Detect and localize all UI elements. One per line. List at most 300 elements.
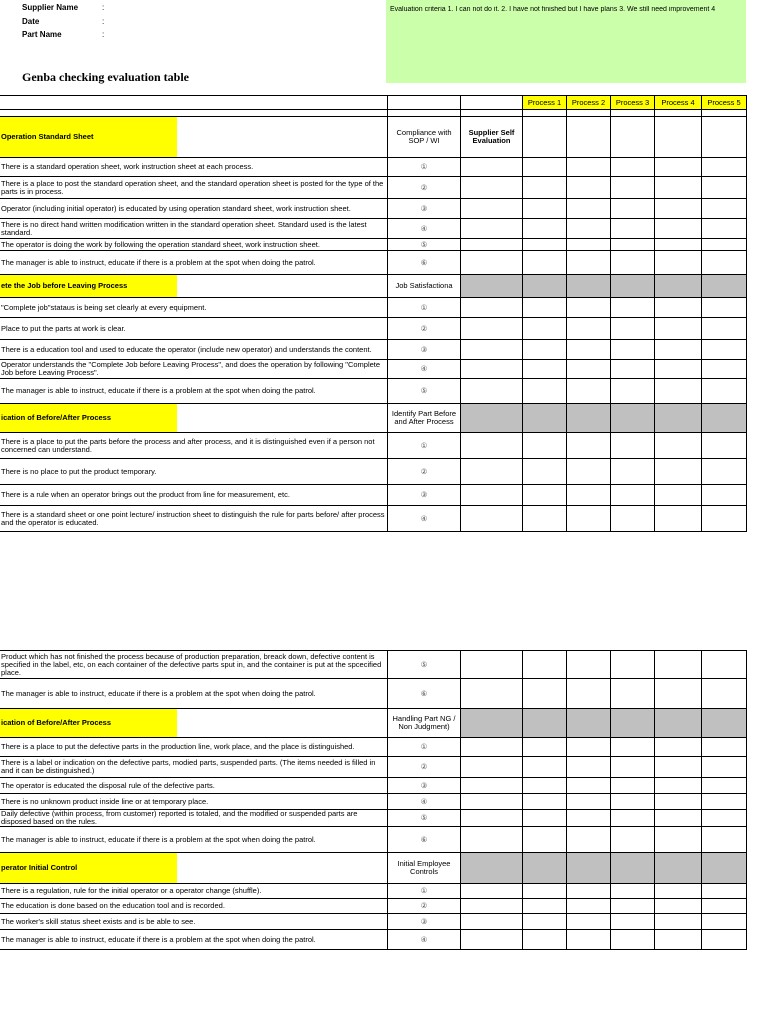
item-text: The education is done based on the education tool and is recorded. [0, 899, 388, 914]
table-row [0, 899, 747, 914]
process-cell[interactable] [655, 318, 702, 340]
process-cell[interactable] [702, 251, 747, 275]
process-cell[interactable] [655, 884, 702, 899]
process-cell[interactable] [523, 251, 567, 275]
process-cell[interactable] [523, 239, 567, 251]
process-cell[interactable] [461, 298, 523, 318]
item-number: ④ [388, 219, 461, 239]
process-cell[interactable] [702, 298, 747, 318]
evaluation-criteria-text: Evaluation criteria 1. I can not do it. 2. I have not finished but I have plans 3. We still need improvement 4 [390, 6, 716, 13]
process-cell[interactable] [611, 298, 655, 318]
process-cell[interactable] [702, 318, 747, 340]
process-cell[interactable] [611, 810, 655, 827]
process-cell[interactable] [523, 219, 567, 239]
evaluation-table-page2 [0, 650, 747, 950]
process-cell[interactable] [523, 485, 567, 506]
process-header-5: Process 5 [702, 96, 747, 110]
item-number: ② [388, 318, 461, 340]
process-cell[interactable] [702, 117, 747, 158]
process-cell[interactable] [461, 379, 523, 404]
process-cell[interactable] [655, 506, 702, 532]
process-cell[interactable] [611, 794, 655, 810]
process-cell[interactable] [702, 778, 747, 794]
blank-header [0, 96, 388, 110]
process-cell[interactable] [702, 459, 747, 485]
process-cell[interactable] [702, 853, 747, 884]
process-cell[interactable] [523, 318, 567, 340]
section-header-row [0, 853, 747, 884]
process-cell[interactable] [567, 459, 611, 485]
process-cell[interactable] [567, 738, 611, 757]
process-cell[interactable] [655, 199, 702, 219]
item-text: There is a place to post the standard operation sheet, and the standard operation sheet is posted for the type of the parts is in process. [0, 177, 388, 199]
table-row [0, 794, 747, 810]
process-cell[interactable] [567, 651, 611, 679]
table-row [0, 433, 747, 459]
supplier-name-label: Supplier Name [22, 3, 79, 12]
process-cell[interactable] [461, 757, 523, 778]
item-number: ③ [388, 340, 461, 360]
process-cell[interactable] [461, 219, 523, 239]
process-cell[interactable] [567, 757, 611, 778]
section-name-cell [0, 709, 388, 738]
process-cell[interactable] [523, 778, 567, 794]
process-cell[interactable] [567, 298, 611, 318]
process-cell[interactable] [655, 459, 702, 485]
item-text: There is no direct hand written modification written in the standard operation sheet. Standard used is the latest standard. [0, 219, 388, 239]
table-row [0, 158, 747, 177]
process-header-3: Process 3 [611, 96, 655, 110]
spacer-row [0, 110, 747, 117]
spacer-cell [611, 110, 655, 117]
process-cell[interactable] [655, 177, 702, 199]
process-cell[interactable] [655, 899, 702, 914]
table-row [0, 340, 747, 360]
process-cell[interactable] [702, 275, 747, 298]
process-cell[interactable] [702, 794, 747, 810]
process-cell[interactable] [461, 360, 523, 379]
process-cell[interactable] [523, 340, 567, 360]
process-cell[interactable] [523, 199, 567, 219]
item-text: Operator (including initial operator) is educated by using operation standard sheet, work instruction sheet. [0, 199, 388, 219]
process-cell[interactable] [523, 360, 567, 379]
spacer-cell [567, 110, 611, 117]
section-name: Operation Standard Sheet [0, 117, 177, 157]
item-text: The manager is able to instruct, educate if there is a problem at the spot when doing the patrol. [0, 930, 388, 950]
process-cell[interactable] [655, 827, 702, 853]
item-text: The worker's skill status sheet exists and is be able to see. [0, 914, 388, 930]
process-cell[interactable] [611, 177, 655, 199]
process-cell[interactable] [702, 433, 747, 459]
item-text: The manager is able to instruct, educate if there is a problem at the spot when doing the patrol. [0, 251, 388, 275]
process-cell[interactable] [611, 275, 655, 298]
process-cell[interactable] [611, 459, 655, 485]
item-text: The manager is able to instruct, educate if there is a problem at the spot when doing the patrol. [0, 379, 388, 404]
process-cell[interactable] [523, 794, 567, 810]
process-cell[interactable] [655, 433, 702, 459]
section-name: ete the Job before Leaving Process [0, 275, 177, 297]
section-name: perator Initial Control [0, 853, 177, 883]
process-cell[interactable] [655, 679, 702, 709]
process-cell[interactable] [461, 158, 523, 177]
process-cell[interactable] [611, 651, 655, 679]
process-cell[interactable] [611, 433, 655, 459]
process-cell[interactable] [461, 914, 523, 930]
process-cell[interactable] [567, 275, 611, 298]
process-cell[interactable] [567, 778, 611, 794]
process-cell[interactable] [523, 853, 567, 884]
section-name-cell [0, 404, 388, 433]
table-row [0, 651, 747, 679]
item-number: ② [388, 899, 461, 914]
process-header-1: Process 1 [523, 96, 567, 110]
process-cell[interactable] [655, 930, 702, 950]
process-cell[interactable] [567, 709, 611, 738]
date-label: Date [22, 17, 40, 26]
process-cell[interactable] [655, 651, 702, 679]
process-cell[interactable] [655, 340, 702, 360]
process-cell[interactable] [655, 738, 702, 757]
process-cell[interactable] [461, 679, 523, 709]
process-cell[interactable] [702, 679, 747, 709]
process-cell[interactable] [523, 158, 567, 177]
process-cell[interactable] [567, 899, 611, 914]
table-row [0, 884, 747, 899]
process-cell[interactable] [611, 827, 655, 853]
process-cell[interactable] [655, 485, 702, 506]
process-cell[interactable] [702, 485, 747, 506]
spacer-cell [461, 110, 523, 117]
process-cell[interactable] [702, 340, 747, 360]
process-cell[interactable] [702, 177, 747, 199]
process-cell[interactable] [523, 298, 567, 318]
process-cell[interactable] [655, 117, 702, 158]
process-cell[interactable] [702, 930, 747, 950]
section-name-cell [0, 117, 388, 158]
section-name-cell [0, 275, 388, 298]
process-cell[interactable] [567, 794, 611, 810]
process-cell[interactable] [523, 506, 567, 532]
section-criteria: Job Satisfactiona [388, 275, 461, 298]
process-cell[interactable] [567, 239, 611, 251]
process-cell[interactable] [567, 914, 611, 930]
process-cell[interactable] [523, 914, 567, 930]
process-cell[interactable] [611, 709, 655, 738]
process-cell[interactable] [567, 199, 611, 219]
process-cell[interactable] [655, 778, 702, 794]
section-criteria: Initial Employee Controls [388, 853, 461, 884]
process-cell[interactable] [461, 794, 523, 810]
process-cell[interactable] [461, 199, 523, 219]
process-cell[interactable] [702, 651, 747, 679]
process-cell[interactable] [702, 199, 747, 219]
process-cell[interactable] [655, 158, 702, 177]
process-cell[interactable] [567, 318, 611, 340]
process-cell[interactable] [461, 930, 523, 950]
process-cell[interactable] [567, 810, 611, 827]
process-cell[interactable] [461, 651, 523, 679]
process-cell[interactable] [567, 827, 611, 853]
process-cell[interactable] [611, 506, 655, 532]
process-header-2: Process 2 [567, 96, 611, 110]
process-cell[interactable] [611, 379, 655, 404]
process-cell[interactable] [702, 219, 747, 239]
process-cell[interactable] [611, 239, 655, 251]
item-number: ② [388, 177, 461, 199]
item-text: There is a education tool and used to educate the operator (include new operator) and understands the content. [0, 340, 388, 360]
item-text: The operator is educated the disposal rule of the defective parts. [0, 778, 388, 794]
process-cell[interactable] [461, 810, 523, 827]
process-cell[interactable] [655, 914, 702, 930]
process-cell[interactable] [702, 404, 747, 433]
item-number: ③ [388, 914, 461, 930]
item-text: The manager is able to instruct, educate if there is a problem at the spot when doing the patrol. [0, 827, 388, 853]
process-cell[interactable] [567, 340, 611, 360]
process-cell[interactable] [655, 219, 702, 239]
process-cell[interactable] [567, 177, 611, 199]
process-cell[interactable] [611, 899, 655, 914]
process-cell[interactable] [655, 239, 702, 251]
item-number: ③ [388, 199, 461, 219]
table-row [0, 778, 747, 794]
table-row [0, 506, 747, 532]
process-cell[interactable] [523, 404, 567, 433]
item-text: Operator understands the "Complete Job before Leaving Process", and does the operation by following "Complete Job before Leaving Process". [0, 360, 388, 379]
item-number: ⑥ [388, 827, 461, 853]
section-header-row [0, 275, 747, 298]
process-cell[interactable] [461, 318, 523, 340]
process-cell[interactable] [523, 379, 567, 404]
table-row [0, 239, 747, 251]
section-header-row [0, 709, 747, 738]
table-row [0, 298, 747, 318]
table-row [0, 827, 747, 853]
process-cell[interactable] [655, 810, 702, 827]
process-cell[interactable] [655, 404, 702, 433]
process-cell[interactable] [567, 679, 611, 709]
process-cell[interactable] [655, 298, 702, 318]
process-cell[interactable] [461, 239, 523, 251]
table-row [0, 738, 747, 757]
process-cell[interactable] [461, 485, 523, 506]
process-cell[interactable] [611, 914, 655, 930]
process-cell[interactable] [567, 360, 611, 379]
process-cell[interactable] [461, 177, 523, 199]
table-row [0, 318, 747, 340]
section-header-row [0, 404, 747, 433]
process-cell[interactable] [461, 853, 523, 884]
process-cell[interactable] [567, 853, 611, 884]
process-cell[interactable] [655, 853, 702, 884]
process-cell[interactable] [567, 117, 611, 158]
blank-header [388, 96, 461, 110]
table-row [0, 679, 747, 709]
spacer-cell [523, 110, 567, 117]
process-cell[interactable] [461, 404, 523, 433]
process-cell[interactable] [611, 757, 655, 778]
section-name-cell [0, 853, 388, 884]
section-header-row [0, 117, 747, 158]
process-cell[interactable] [461, 459, 523, 485]
process-cell[interactable] [611, 738, 655, 757]
process-cell[interactable] [611, 360, 655, 379]
process-cell[interactable] [655, 251, 702, 275]
process-cell[interactable] [611, 485, 655, 506]
process-cell[interactable] [702, 884, 747, 899]
item-text: There is no unknown product inside line or at temporary place. [0, 794, 388, 810]
process-cell[interactable] [611, 199, 655, 219]
table-row [0, 485, 747, 506]
process-cell[interactable] [702, 360, 747, 379]
process-cell[interactable] [611, 884, 655, 899]
item-number: ⑤ [388, 379, 461, 404]
table-row [0, 757, 747, 778]
process-cell[interactable] [702, 709, 747, 738]
process-cell[interactable] [523, 117, 567, 158]
process-cell[interactable] [567, 251, 611, 275]
process-cell[interactable] [567, 219, 611, 239]
process-cell[interactable] [611, 340, 655, 360]
item-text: There is a place to put the parts before the process and after process, and it is distinguished even if a person not concerned can understand. [0, 433, 388, 459]
process-cell[interactable] [655, 794, 702, 810]
process-cell[interactable] [567, 506, 611, 532]
process-cell[interactable] [611, 778, 655, 794]
blank-header [461, 96, 523, 110]
table-row [0, 199, 747, 219]
item-number: ③ [388, 485, 461, 506]
process-cell[interactable] [523, 177, 567, 199]
table-row [0, 219, 747, 239]
spacer-cell [655, 110, 702, 117]
item-text: "Complete job"stataus is being set clearly at every equipment. [0, 298, 388, 318]
process-cell[interactable] [461, 899, 523, 914]
process-cell[interactable] [655, 275, 702, 298]
evaluation-table-page1 [0, 95, 747, 532]
process-cell[interactable] [655, 379, 702, 404]
process-cell[interactable] [702, 738, 747, 757]
process-header-row [0, 96, 747, 110]
table-row [0, 360, 747, 379]
item-text: There is a label or indication on the defective parts, modied parts, suspended parts. (The items needed is filled in and it can be distinguished.) [0, 757, 388, 778]
process-cell[interactable] [567, 379, 611, 404]
process-cell[interactable] [461, 778, 523, 794]
process-cell[interactable] [702, 158, 747, 177]
item-number: ① [388, 884, 461, 899]
process-cell[interactable] [461, 275, 523, 298]
process-header-4: Process 4 [655, 96, 702, 110]
process-cell[interactable] [523, 738, 567, 757]
process-cell[interactable] [611, 404, 655, 433]
section-criteria: Compliance with SOP / WI [388, 117, 461, 158]
process-cell[interactable] [655, 360, 702, 379]
part-name-colon: : [102, 30, 105, 39]
spacer-cell [0, 110, 388, 117]
process-cell[interactable] [523, 275, 567, 298]
item-text: Daily defective (within process, from customer) reported is totaled, and the modified or suspended parts are disposed based on the rules. [0, 810, 388, 827]
process-cell[interactable] [461, 340, 523, 360]
process-cell[interactable] [461, 738, 523, 757]
process-cell[interactable] [611, 251, 655, 275]
table-row [0, 177, 747, 199]
item-text: There is a rule when an operator brings out the product from line for measurement, etc. [0, 485, 388, 506]
part-name-label: Part Name [22, 30, 62, 39]
item-number: ⑤ [388, 810, 461, 827]
spacer-cell [702, 110, 747, 117]
item-number: ① [388, 433, 461, 459]
section-self-evaluation: Supplier Self Evaluation [461, 117, 523, 158]
item-number: ⑥ [388, 679, 461, 709]
process-cell[interactable] [611, 930, 655, 950]
process-cell[interactable] [523, 899, 567, 914]
process-cell[interactable] [523, 709, 567, 738]
process-cell[interactable] [567, 930, 611, 950]
process-cell[interactable] [702, 239, 747, 251]
process-cell[interactable] [702, 757, 747, 778]
process-cell[interactable] [461, 709, 523, 738]
item-number: ② [388, 459, 461, 485]
process-cell[interactable] [611, 318, 655, 340]
process-cell[interactable] [567, 158, 611, 177]
process-cell[interactable] [702, 379, 747, 404]
process-cell[interactable] [611, 853, 655, 884]
table-row [0, 459, 747, 485]
process-cell[interactable] [523, 930, 567, 950]
item-number: ④ [388, 360, 461, 379]
process-cell[interactable] [461, 827, 523, 853]
process-cell[interactable] [655, 757, 702, 778]
process-cell[interactable] [611, 117, 655, 158]
item-text: The manager is able to instruct, educate if there is a problem at the spot when doing the patrol. [0, 679, 388, 709]
process-cell[interactable] [461, 433, 523, 459]
process-cell[interactable] [655, 709, 702, 738]
item-text: Place to put the parts at work is clear. [0, 318, 388, 340]
process-cell[interactable] [523, 679, 567, 709]
process-cell[interactable] [567, 485, 611, 506]
item-number: ① [388, 738, 461, 757]
process-cell[interactable] [523, 459, 567, 485]
process-cell[interactable] [523, 433, 567, 459]
item-number: ③ [388, 778, 461, 794]
process-cell[interactable] [567, 433, 611, 459]
item-number: ① [388, 158, 461, 177]
process-cell[interactable] [523, 810, 567, 827]
process-cell[interactable] [702, 827, 747, 853]
process-cell[interactable] [523, 651, 567, 679]
item-number: ⑥ [388, 251, 461, 275]
process-cell[interactable] [461, 251, 523, 275]
process-cell[interactable] [461, 884, 523, 899]
process-cell[interactable] [523, 757, 567, 778]
process-cell[interactable] [611, 679, 655, 709]
process-cell[interactable] [611, 219, 655, 239]
process-cell[interactable] [702, 899, 747, 914]
process-cell[interactable] [567, 404, 611, 433]
item-text: There is a standard operation sheet, work instruction sheet at each process. [0, 158, 388, 177]
supplier-name-colon: : [102, 3, 105, 12]
section-name: ication of Before/After Process [0, 709, 177, 737]
process-cell[interactable] [523, 884, 567, 899]
process-cell[interactable] [702, 914, 747, 930]
process-cell[interactable] [461, 506, 523, 532]
process-cell[interactable] [611, 158, 655, 177]
table-row [0, 810, 747, 827]
process-cell[interactable] [702, 506, 747, 532]
item-text: There is a place to put the defective parts in the production line, work place, and the place is distinguished. [0, 738, 388, 757]
process-cell[interactable] [702, 810, 747, 827]
process-cell[interactable] [567, 884, 611, 899]
process-cell[interactable] [523, 827, 567, 853]
table-row [0, 379, 747, 404]
